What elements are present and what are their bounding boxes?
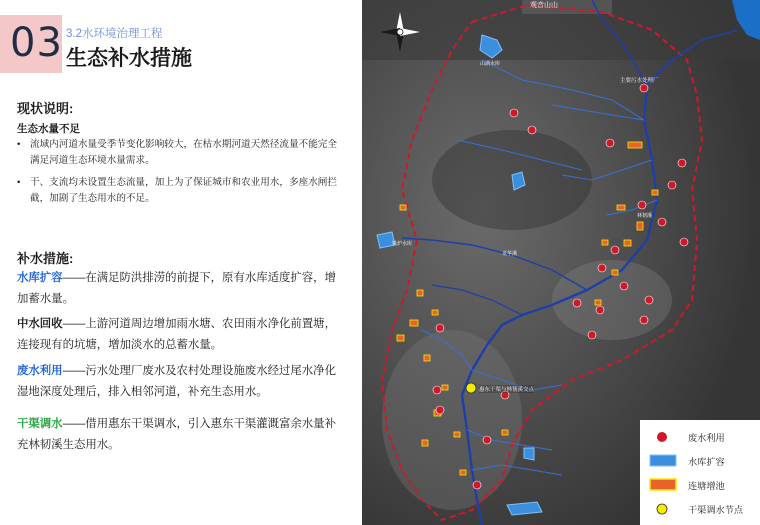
- legend-item-canal-node: 干渠调水节点: [648, 500, 678, 518]
- measure-reservoir: [17, 268, 342, 310]
- text-panel: [0, 0, 362, 525]
- measure-text: ——在满足防洪排涝的前提下，原有水库适度扩容，增加蓄水量。: [17, 272, 336, 305]
- status-bullet-1: • 流域内河道水量受季节变化影响较大，在枯水期河道天然径流量不能完全满足河道生态环境水量需求。: [17, 139, 337, 166]
- measure-text: ——上游河道周边增加雨水塘、农田雨水净化前置塘，连接现有的坑塘，增加淡水的总蓄水量。: [17, 318, 336, 351]
- map-label-top: 观音山山: [530, 2, 558, 9]
- page-title: 生态补水措施: [66, 47, 192, 70]
- status-bullet-2: • 干、支流均未设置生态流量，加上为了保证城市和农业用水，多座水闸拦截，加剧了生态用水的不足。: [17, 177, 337, 204]
- yellow-dot-icon: [648, 500, 678, 518]
- measure-text: ——污水处理厂废水及农村处理设施废水经过尾水净化湿地深度处理后，排入相邻河道，补充生态用水。: [17, 365, 336, 398]
- map-label-plant: 主要污水处理厂: [620, 78, 659, 84]
- status-subheading: 生态水量不足: [17, 123, 80, 135]
- bullet-dot-icon: •: [17, 177, 21, 188]
- legend-item-reservoir: 水库扩容: [648, 452, 678, 470]
- measure-wastewater: [17, 361, 342, 403]
- map-label-reservoir-a: 铁炉水库: [392, 241, 413, 247]
- measures-heading: 补水措施:: [17, 251, 74, 266]
- bullet-dot-icon: •: [17, 139, 21, 150]
- measure-keyword: 水库扩容: [17, 272, 63, 284]
- measure-keyword: 中水回收: [17, 318, 63, 330]
- measure-keyword: 废水利用: [17, 365, 63, 377]
- legend-item-wastewater: 废水利用: [648, 428, 678, 446]
- section-subtitle: 3.2水环境治理工程: [66, 28, 163, 40]
- blue-rect-icon: [648, 452, 678, 470]
- map-label-river-a: 林韧溪: [637, 213, 653, 219]
- map-label-reservoir-b: 山湖水库: [480, 61, 501, 67]
- orange-rect-icon: [648, 476, 678, 494]
- canal-node[interactable]: [466, 383, 476, 393]
- map-legend: [640, 420, 760, 525]
- red-dot-icon: [648, 428, 678, 446]
- map-label-node: 惠东干渠与林韧溪交点: [479, 387, 535, 393]
- legend-item-pond: 连塘增池: [648, 476, 678, 494]
- section-number: 03: [10, 20, 63, 66]
- measure-canal-transfer: [17, 414, 342, 456]
- measure-text: ——借用惠东干渠调水，引入惠东干渠灌溉富余水量补充林韧溪生态用水。: [17, 418, 336, 451]
- status-heading: 现状说明:: [17, 101, 74, 116]
- measure-reclaimed-water: [17, 314, 342, 356]
- measure-keyword: 干渠调水: [17, 418, 63, 430]
- map-label-river-b: 龙华溪: [502, 251, 518, 257]
